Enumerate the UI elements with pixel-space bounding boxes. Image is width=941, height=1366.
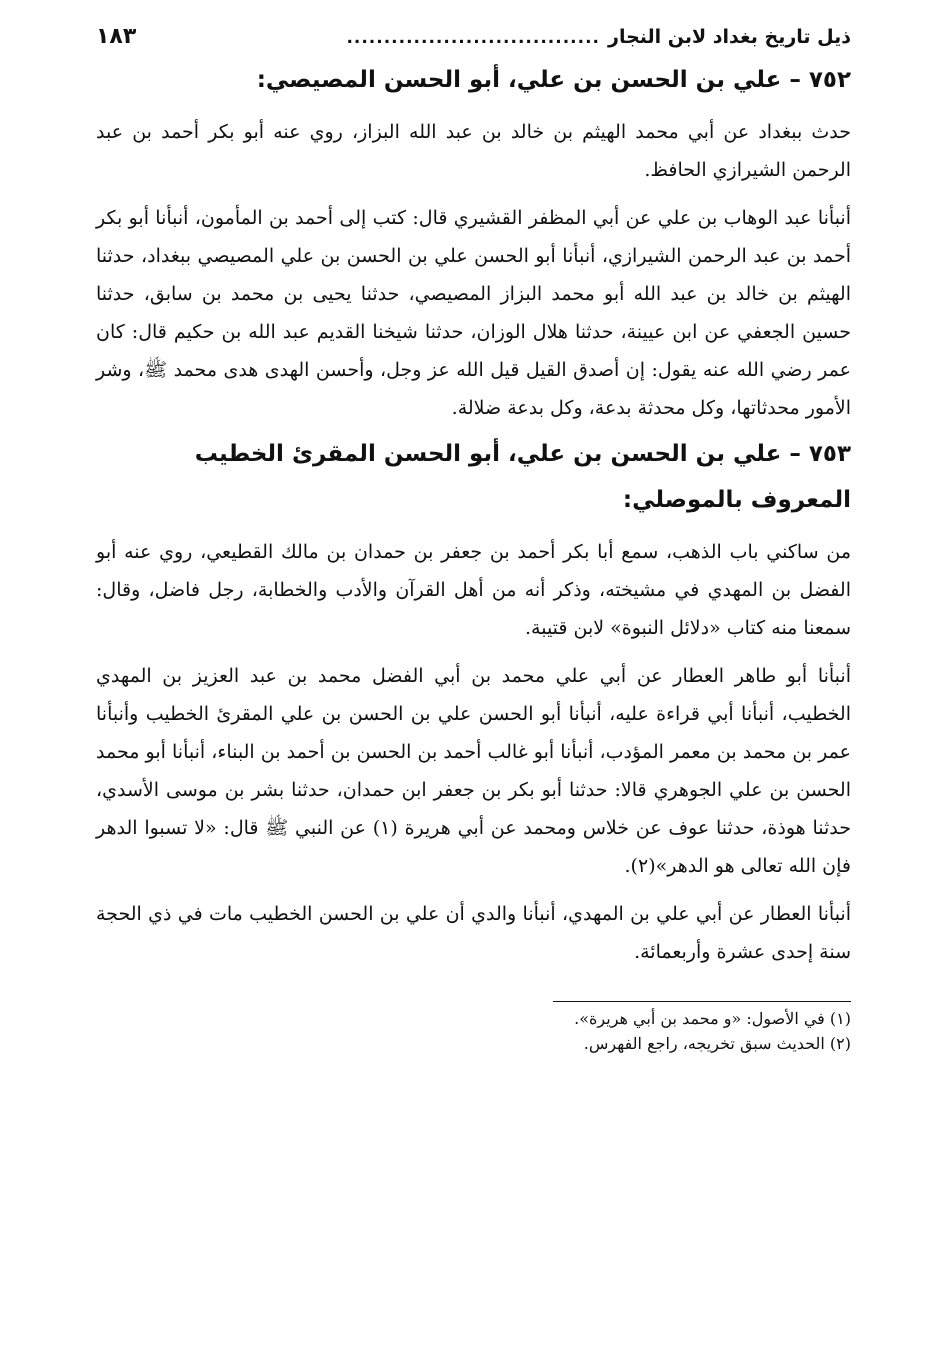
book-page [96, 22, 851, 1056]
entry-heading: ٧٥٢ – علي بن الحسن بن علي، أبو الحسن المصيصي: [256, 67, 851, 93]
page-number: ١٨٣ [96, 24, 137, 49]
footnote-2: (٢) الحديث سبق تخريجه، راجع الفهرس. [583, 1034, 851, 1053]
leader-dots: .................................. [346, 28, 601, 48]
paragraph: أنبأنا عبد الوهاب بن علي عن أبي المظفر القشيري قال: كتب إلى أحمد بن المأمون، أنبأنا أبو بكر أحمد بن عبد الرحمن الشيرازي، أنبأنا أبو الحسن علي بن الحسن بن علي المصيصي ببغداد، حدثنا الهيثم بن خالد بن عبد الله أبو محمد البزاز المصيصي، حدثنا يحيى بن محمد بن سابق، حدثنا حسين الجعفي عن ابن عيينة، حدثنا هلال الوزان، حدثنا شيخنا القديم عبد الله بن حكيم قال: كان عمر رضي الله عنه يقول: إن أصدق القيل قيل الله عز وجل، وأحسن الهدى هدى محمد ﷺ، وشر الأمور محدثاتها، وكل محدثة بدعة، وكل بدعة ضلالة. [96, 207, 851, 419]
book-title: ذيل تاريخ بغداد لابن النجار [608, 26, 851, 48]
paragraph: أنبأنا أبو طاهر العطار عن أبي علي محمد بن أبي الفضل محمد بن عبد العزيز بن المهدي الخطيب، أنبأنا أبي قراءة عليه، أنبأنا أبو الحسن علي بن الحسن بن علي المقرئ الخطيب وأنبأنا عمر بن محمد بن معمر المؤدب، أنبأنا أبو غالب أحمد بن الحسن بن أحمد بن البناء، أنبأنا أبو محمد الحسن بن علي الجوهري قالا: حدثنا أبو بكر بن جعفر ابن حمدان، حدثنا بشر بن موسى الأسدي، حدثنا هوذة، حدثنا عوف عن خلاس ومحمد عن أبي هريرة (١) عن النبي ﷺ قال: «لا تسبوا الدهر فإن الله تعالى هو الدهر»(٢). [96, 665, 851, 877]
paragraph: حدث ببغداد عن أبي محمد الهيثم بن خالد بن عبد الله البزاز، روي عنه أبو بكر أحمد بن عبد الرحمن الشيرازي الحافظ. [96, 121, 851, 181]
paragraph: من ساكني باب الذهب، سمع أبا بكر أحمد بن جعفر بن حمدان بن مالك القطيعي، روي عنه أبو الفضل بن المهدي في مشيخته، وذكر أنه من أهل القرآن والأدب والخطابة، رجل فاضل، وقال: سمعنا منه كتاب «دلائل النبوة» لابن قتيبة. [96, 541, 851, 639]
footnote-divider [553, 1001, 851, 1002]
entry-753 [96, 431, 851, 971]
running-head [96, 22, 851, 53]
footnotes [96, 1006, 851, 1056]
footnote-1: (١) في الأصول: «و محمد بن أبي هريرة». [574, 1009, 851, 1028]
entry-752 [96, 57, 851, 427]
entry-heading: ٧٥٣ – علي بن الحسن بن علي، أبو الحسن المقرئ الخطيب المعروف بالموصلي: [194, 441, 851, 513]
paragraph: أنبأنا العطار عن أبي علي بن المهدي، أنبأنا والدي أن علي بن الحسن الخطيب مات في ذي الحجة سنة إحدى عشرة وأربعمائة. [96, 903, 851, 963]
